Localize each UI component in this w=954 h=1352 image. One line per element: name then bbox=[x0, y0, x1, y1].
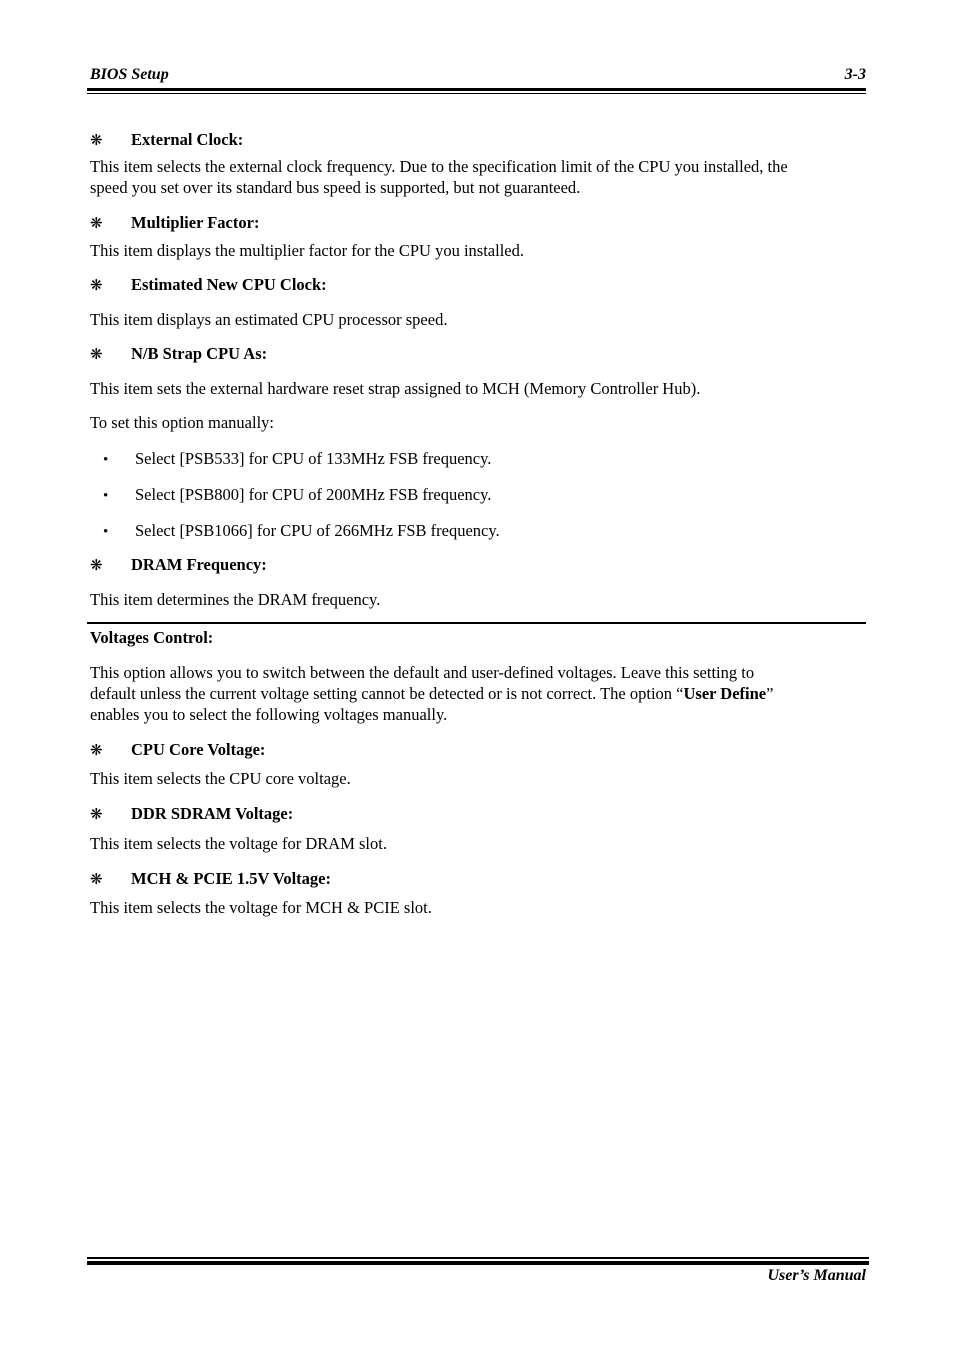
item-multiplier-title: ❋ Multiplier Factor: bbox=[90, 212, 259, 235]
footer-rule-thick bbox=[87, 1261, 869, 1265]
item-ddr-voltage-title: ❋ DDR SDRAM Voltage: bbox=[90, 803, 293, 826]
item-external-clock-desc: This item selects the external clock frequency. Due to the specification limit of the CPU you installed, the speed you set over its standard bus speed is supported, but not guaranteed. bbox=[90, 157, 788, 197]
header-rule-thick bbox=[87, 88, 866, 91]
page-header bbox=[90, 66, 866, 86]
item-nb-strap-title: ❋ N/B Strap CPU As: bbox=[90, 343, 267, 366]
header-page-number: 3-3 bbox=[844, 66, 866, 83]
item-cpu-core-voltage-desc: This item selects the CPU core voltage. bbox=[90, 769, 351, 788]
voltages-desc: This option allows you to switch between the default and user-defined voltages. Leave this setting to default unless the current voltage setting cannot be detected or is not correct. The option “User Define” enables you to select the following voltages manually. bbox=[90, 663, 774, 724]
item-mch-pcie-voltage-desc: This item selects the voltage for MCH & PCIE slot. bbox=[90, 898, 432, 917]
item-cpu-core-voltage-title: ❋ CPU Core Voltage: bbox=[90, 739, 265, 762]
item-marker-icon: ❋ bbox=[90, 743, 103, 759]
item-marker-icon: ❋ bbox=[90, 558, 103, 574]
item-estimated-clock-title: ❋ Estimated New CPU Clock: bbox=[90, 274, 327, 297]
list-item: • Select [PSB800] for CPU of 200MHz FSB frequency. bbox=[103, 484, 491, 507]
item-dram-frequency-title: ❋ DRAM Frequency: bbox=[90, 554, 267, 577]
bullet-icon: • bbox=[103, 524, 109, 540]
item-marker-icon: ❋ bbox=[90, 278, 103, 294]
item-nb-strap-desc: This item sets the external hardware reset strap assigned to MCH (Memory Controller Hub). bbox=[90, 379, 701, 398]
item-nb-strap-manual: To set this option manually: bbox=[90, 413, 274, 432]
item-multiplier-desc: This item displays the multiplier factor for the CPU you installed. bbox=[90, 241, 524, 260]
item-marker-icon: ❋ bbox=[90, 347, 103, 363]
header-section-title: BIOS Setup bbox=[90, 66, 169, 83]
footer-rule-thin bbox=[87, 1257, 869, 1259]
item-dram-frequency-desc: This item determines the DRAM frequency. bbox=[90, 590, 381, 609]
item-marker-icon: ❋ bbox=[90, 133, 103, 149]
header-rule-thin bbox=[87, 93, 866, 94]
list-item: • Select [PSB1066] for CPU of 266MHz FSB frequency. bbox=[103, 520, 500, 543]
section-divider bbox=[87, 622, 866, 624]
footer-manual-title: User’s Manual bbox=[767, 1267, 866, 1284]
item-estimated-clock-desc: This item displays an estimated CPU processor speed. bbox=[90, 310, 448, 329]
item-marker-icon: ❋ bbox=[90, 872, 103, 888]
bullet-icon: • bbox=[103, 488, 109, 504]
item-marker-icon: ❋ bbox=[90, 216, 103, 232]
item-external-clock-title: ❋ External Clock: bbox=[90, 129, 243, 152]
list-item: • Select [PSB533] for CPU of 133MHz FSB frequency. bbox=[103, 448, 491, 471]
item-mch-pcie-voltage-title: ❋ MCH & PCIE 1.5V Voltage: bbox=[90, 868, 331, 891]
item-marker-icon: ❋ bbox=[90, 807, 103, 823]
item-ddr-voltage-desc: This item selects the voltage for DRAM slot. bbox=[90, 834, 387, 853]
bullet-icon: • bbox=[103, 452, 109, 468]
voltages-section-title: Voltages Control: bbox=[90, 628, 214, 647]
